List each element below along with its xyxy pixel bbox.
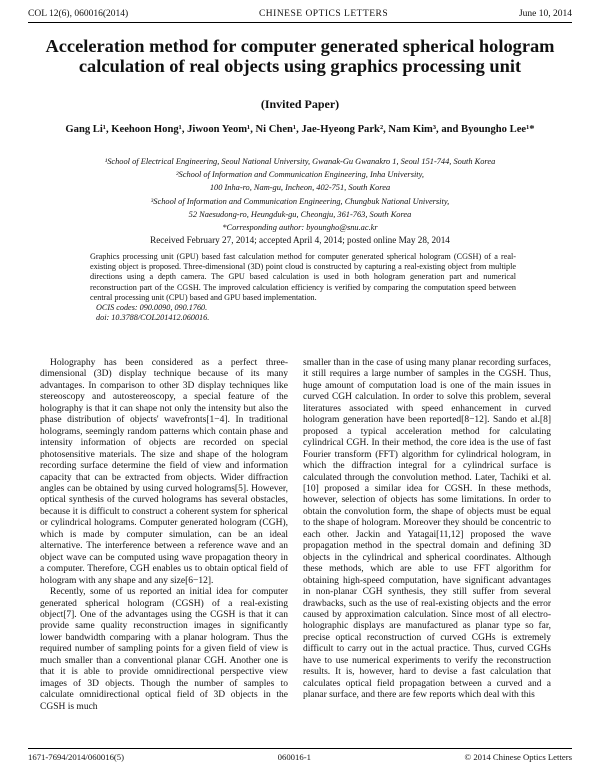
paragraph: smaller than in the case of using many planar recording surfaces, it still requires a large number of samples in the CGSH. Thus, huge amount of computation load is one of the main issues in curved CGH calculation. In order to solve this problem, several literatures associated with speed enhancement in curved hologram generation have been reported[8−12]. Sando et al.[8] proposed a typical acceleration method for calculating cylindrical CGH. In their method, the core idea is the use of fast Fourier transform (FFT) algorithm for cylindrical hologram, in which the diffraction integral for a cylindrical surface is calculated through the convolution method. Later, Tachiki et al.[10] proposed a similar idea for CGSH. In these methods, however, selection of objects has some limitations. In order to obtain the convolution form, the shape of objects must be equal to the shape of hologram. Moreover they should be concentric to each other. Jackin and Yatagai[11,12] proposed the wave propagation method in the spectral domain and defining 3D objects in the cylindrical and spherical coordinates. Although these methods, which are able to use FFT algorithm for obtaining high-speed computation, have significant advantages in non-planar CGH synthesis, they still suffer from several drawbacks, such as the use of real-existing objects and the error caused by approximation calculation. Since most of all electro-holographic displays are manufactured as planar type so far, precise optical reconstruction of curved CGHs is extremely difficult to carry out in the actual practice. Thus, curved CGHs have to use numerical experiments to verify the reconstruction results. It is, however, hard to devise a fast calculation that calculates optical field propagation between a curved and a planar surface, and there are few reports which deal with this — [303, 358, 551, 701]
affiliation-3b: 52 Naesudong-ro, Heungduk-gu, Cheongju, 361-763, South Korea — [188, 209, 412, 219]
copyright: © 2014 Chinese Optics Letters — [464, 752, 572, 762]
ocis-codes: OCIS codes: 090.0090, 090.1760. — [96, 303, 208, 313]
body-column-right — [303, 358, 551, 702]
paragraph: Holography has been considered as a perfect three-dimensional (3D) display technique because of its many advantages. In comparison to other 3D display techniques like stereoscopy and autostereoscopy, a special feature of the holography is that it can shape not only the intensity but also the phase distribution of objects' wavefronts[1−4]. In traditional holograms, seemingly random patterns which contain phase and intensity information of objects are recorded on special photosensitive materials. The size and shape of the hologram recording surface determine the field of view and information capacity that can be extracted from objects. Wider diffraction angles can be obtained by using curved holograms[5]. However, optical synthesis of the curved holograms has several obstacles, because it is difficult to construct a coherent system for spherical or cylindrical holograms. Computer generated hologram (CGH), which is made by computer simulation, can be an ideal alternative. The interference between a reference wave and an object wave can be computed using wave propagation theory in a computer. Therefore, CGH enables us to obtain optical field of hologram with any shape and any size[6−12]. — [40, 358, 288, 586]
doi: doi: 10.3788/COL201412.060016. — [96, 313, 210, 323]
body-column-left — [40, 358, 288, 713]
paper-title: Acceleration method for computer generated spherical hologram calculation of real objects using graphics processing unit — [45, 36, 555, 76]
author-list: Gang Li¹, Keehoon Hong¹, Jiwoon Yeom¹, Ni Chen¹, Jae-Hyeong Park², Nam Kim³, and Byoungho Lee¹* — [65, 124, 535, 135]
header-rule — [28, 22, 572, 23]
journal-citation: COL 12(6), 060016(2014) — [28, 9, 129, 19]
footer-rule — [28, 748, 572, 749]
affiliation-2b: 100 Inha-ro, Nam-gu, Incheon, 402-751, South Korea — [209, 183, 391, 193]
affiliations — [50, 155, 550, 234]
affiliation-2a: ²School of Information and Communication Engineering, Inha University, — [176, 170, 424, 180]
paper-subtitle: (Invited Paper) — [260, 97, 340, 111]
abstract-text: Graphics processing unit (GPU) based fast calculation method for computer generated spherical hologram (CGSH) of a real-existing object is proposed. Three-dimensional (3D) point cloud is constructed by capturing a real-existing object from multiple directions using a depth camera. The GPU based calculation is used in both hologram generation part and numerical reconstruction part of the CGSH. The improved calculation efficiency is verified by comparing the computation speed between central processing unit (CPU) based and GPU based implementation. — [90, 252, 516, 302]
corresponding-author: *Corresponding author: byoungho@snu.ac.kr — [222, 223, 378, 233]
running-header — [28, 7, 572, 21]
publication-date: June 10, 2014 — [518, 9, 572, 19]
page-number: 060016-1 — [277, 752, 311, 762]
journal-name: CHINESE OPTICS LETTERS — [258, 9, 389, 19]
received-dates: Received February 27, 2014; accepted April 4, 2014; posted online May 28, 2014 — [150, 235, 450, 245]
affiliation-1: ¹School of Electrical Engineering, Seoul National University, Gwanak-Gu Gwanakro 1, Seoul 151-744, South Korea — [104, 157, 496, 166]
paragraph: Recently, some of us reported an initial idea for computer generated spherical hologram (CGSH) of a real-existing object[7]. One of the advantages using the CGSH is that it can provide same quality reconstruction images in significantly lower bandwidth comparing with a planar hologram. Thus the required number of sampling points for a given field of view is much smaller than a conventional planar CGH. Another one is that it is able to provide omnidirectional perspective view images of 3D objects. Though the number of samples to calculate omnidirectional optical field of 3D objects in the CGSH is much — [40, 587, 288, 712]
issn-code: 1671-7694/2014/060016(5) — [28, 752, 125, 762]
page-footer — [28, 752, 572, 762]
abstract — [90, 252, 516, 323]
affiliation-3a: ³School of Information and Communication Engineering, Chungbuk National University, — [150, 196, 450, 206]
